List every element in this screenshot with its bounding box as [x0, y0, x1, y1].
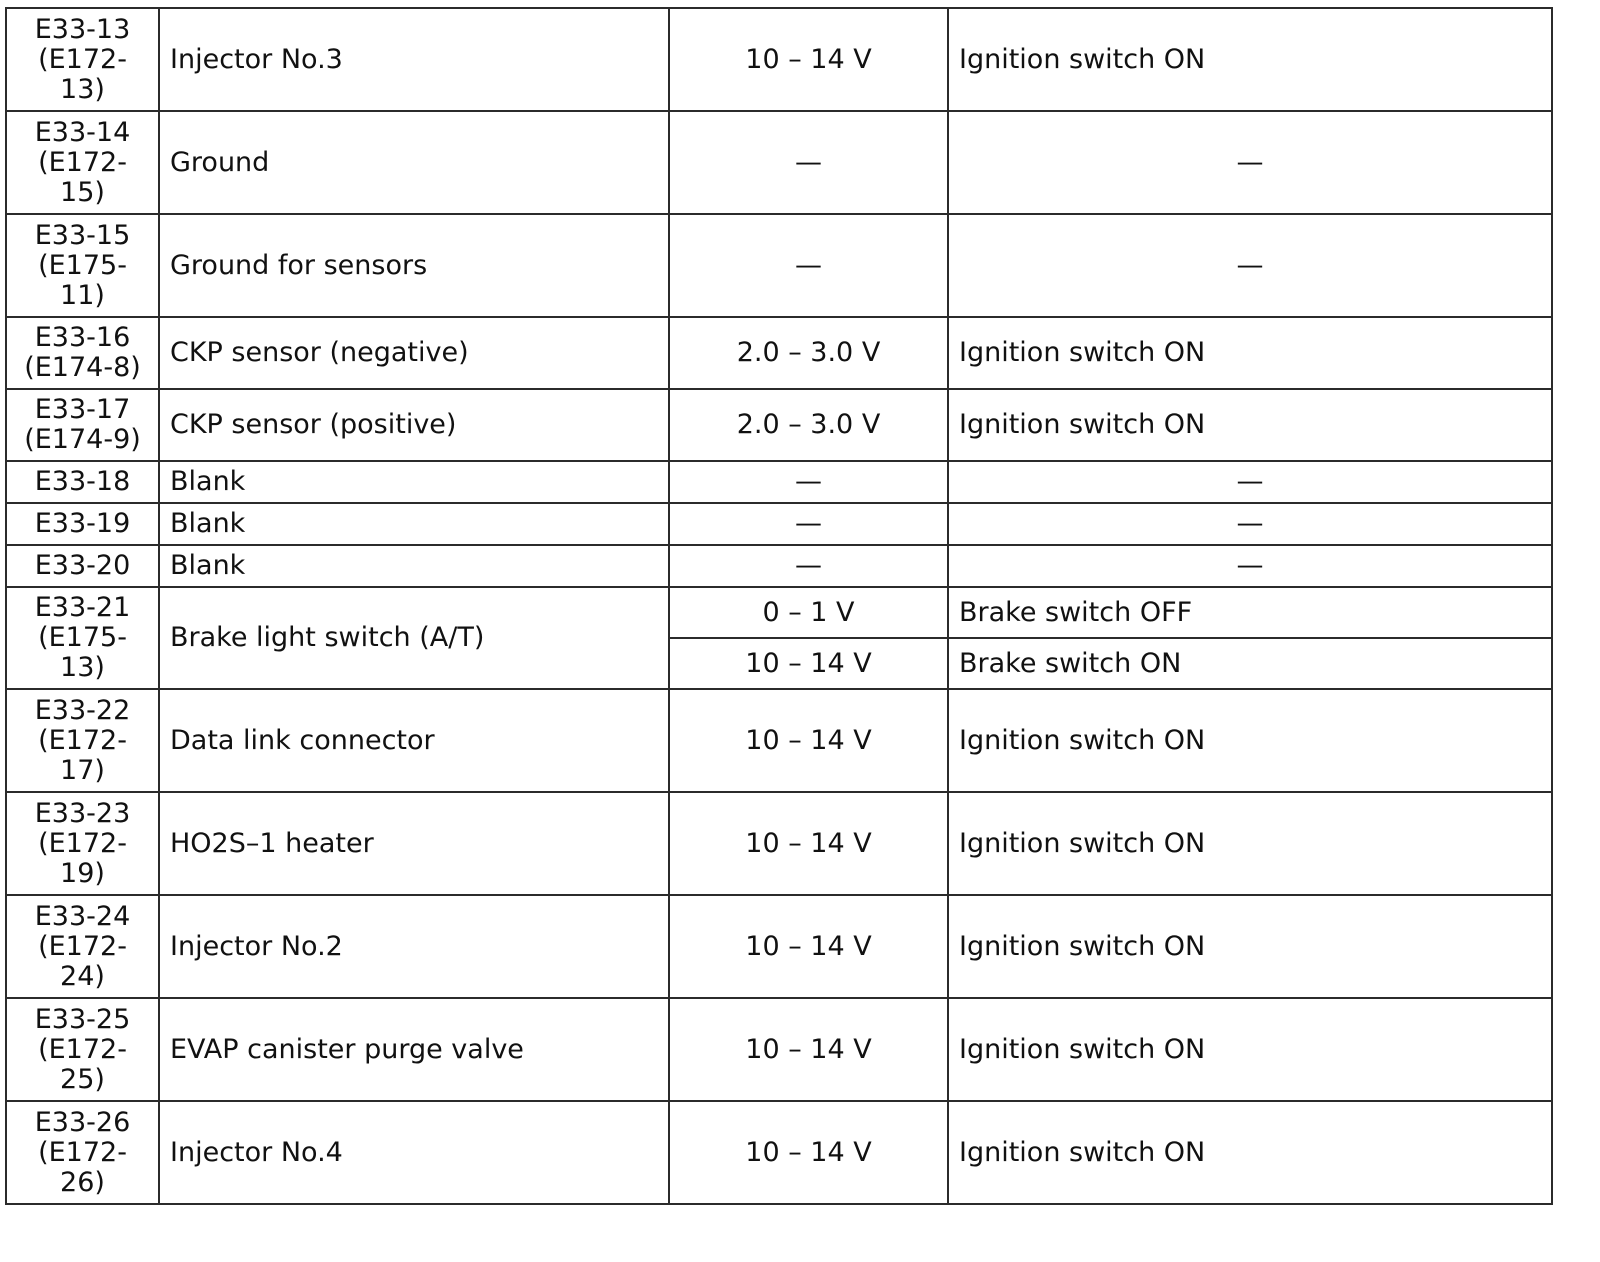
table-row	[6, 1101, 1552, 1204]
condition-cell: Brake switch OFF	[948, 587, 1552, 638]
description-cell: Injector No.2	[159, 895, 669, 998]
description-cell: Injector No.3	[159, 8, 669, 111]
table-row	[6, 689, 1552, 792]
table-row	[6, 214, 1552, 317]
condition-cell: Ignition switch ON	[948, 1101, 1552, 1204]
voltage-cell: —	[669, 461, 948, 503]
table-row	[6, 895, 1552, 998]
voltage-cell: 10 – 14 V	[669, 689, 948, 792]
table-row	[6, 998, 1552, 1101]
table-row	[6, 792, 1552, 895]
voltage-cell: —	[669, 545, 948, 587]
condition-cell: —	[948, 545, 1552, 587]
voltage-cell: 2.0 – 3.0 V	[669, 317, 948, 389]
condition-cell: Brake switch ON	[948, 638, 1552, 689]
description-cell: CKP sensor (negative)	[159, 317, 669, 389]
condition-cell: Ignition switch ON	[948, 792, 1552, 895]
voltage-cell: —	[669, 111, 948, 214]
description-cell: Blank	[159, 461, 669, 503]
terminal-cell: E33-13 (E172- 13)	[6, 8, 159, 111]
terminal-cell: E33-26 (E172- 26)	[6, 1101, 159, 1204]
terminal-cell: E33-21 (E175- 13)	[6, 587, 159, 689]
voltage-cell: —	[669, 503, 948, 545]
condition-cell: —	[948, 503, 1552, 545]
description-cell: Blank	[159, 503, 669, 545]
description-cell: Blank	[159, 545, 669, 587]
table-row	[6, 461, 1552, 503]
condition-cell: Ignition switch ON	[948, 689, 1552, 792]
voltage-cell: 10 – 14 V	[669, 638, 948, 689]
condition-cell: Ignition switch ON	[948, 998, 1552, 1101]
voltage-cell: 0 – 1 V	[669, 587, 948, 638]
description-cell: HO2S–1 heater	[159, 792, 669, 895]
voltage-cell: 10 – 14 V	[669, 792, 948, 895]
terminal-cell: E33-23 (E172- 19)	[6, 792, 159, 895]
description-cell: Data link connector	[159, 689, 669, 792]
description-cell: EVAP canister purge valve	[159, 998, 669, 1101]
condition-cell: Ignition switch ON	[948, 317, 1552, 389]
table-row	[6, 503, 1552, 545]
table-row	[6, 545, 1552, 587]
terminal-cell: E33-20	[6, 545, 159, 587]
voltage-cell: 10 – 14 V	[669, 8, 948, 111]
terminal-cell: E33-25 (E172- 25)	[6, 998, 159, 1101]
terminal-cell: E33-17 (E174-9)	[6, 389, 159, 461]
voltage-cell: 10 – 14 V	[669, 1101, 948, 1204]
terminal-cell: E33-14 (E172- 15)	[6, 111, 159, 214]
terminal-cell: E33-15 (E175- 11)	[6, 214, 159, 317]
terminal-cell: E33-22 (E172- 17)	[6, 689, 159, 792]
condition-cell: —	[948, 461, 1552, 503]
terminal-cell: E33-18	[6, 461, 159, 503]
description-cell: Injector No.4	[159, 1101, 669, 1204]
ecm-terminal-table	[5, 7, 1553, 1205]
condition-cell: —	[948, 214, 1552, 317]
table-row	[6, 317, 1552, 389]
terminal-cell: E33-16 (E174-8)	[6, 317, 159, 389]
description-cell: Ground for sensors	[159, 214, 669, 317]
table-row	[6, 587, 1552, 638]
terminal-cell: E33-24 (E172- 24)	[6, 895, 159, 998]
condition-cell: Ignition switch ON	[948, 895, 1552, 998]
voltage-cell: 2.0 – 3.0 V	[669, 389, 948, 461]
table-row	[6, 8, 1552, 111]
description-cell: CKP sensor (positive)	[159, 389, 669, 461]
voltage-cell: 10 – 14 V	[669, 998, 948, 1101]
description-cell: Brake light switch (A/T)	[159, 587, 669, 689]
voltage-cell: —	[669, 214, 948, 317]
table-row	[6, 111, 1552, 214]
table-row	[6, 389, 1552, 461]
condition-cell: —	[948, 111, 1552, 214]
condition-cell: Ignition switch ON	[948, 8, 1552, 111]
terminal-cell: E33-19	[6, 503, 159, 545]
description-cell: Ground	[159, 111, 669, 214]
condition-cell: Ignition switch ON	[948, 389, 1552, 461]
voltage-cell: 10 – 14 V	[669, 895, 948, 998]
